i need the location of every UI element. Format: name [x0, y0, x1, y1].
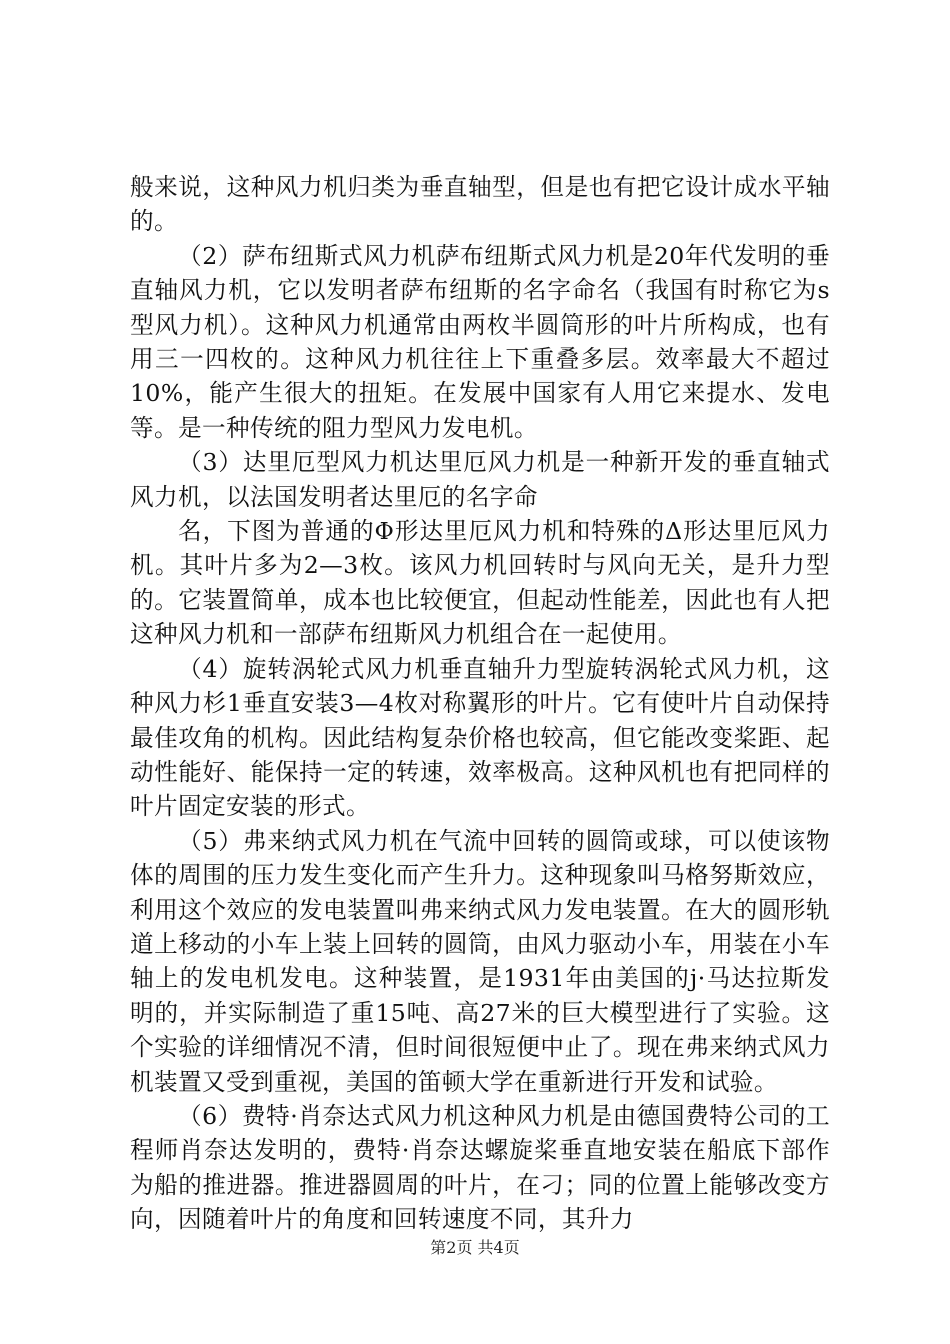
- page-footer: 第2页 共4页: [430, 1238, 520, 1257]
- paragraph-continuation: 般来说，这种风力机归类为垂直轴型，但是也有把它设计成水平轴的。: [130, 173, 830, 236]
- paragraph-voith-schneider: （6）费特·肖奈达式风力机这种风力机是由德国费特公司的工程师肖奈达发明的，费特·肖奈达螺旋桨垂直地安装在船底下部作为船的推进器。推进器圆周的叶片，在刁；同的位置上能够改变方向，因随着叶片的角度和回转速度不同，其升力: [130, 1101, 830, 1234]
- paragraph-darrieus-detail: 名，下图为普通的Φ形达里厄风力机和特殊的Δ形达里厄风力机。其叶片多为2—3枚。该风力机回转时与风向无关，是升力型的。它装置简单，成本也比较便宜，但起动性能差，因此也有人把这种风力机和一部萨布纽斯风力机组合在一起使用。: [130, 517, 830, 649]
- paragraph-darrieus-intro: （3）达里厄型风力机达里厄风力机是一种新开发的垂直轴式风力机，以法国发明者达里厄的名字命: [130, 448, 830, 511]
- paragraph-flettner: （5）弗来纳式风力机在气流中回转的圆筒或球，可以使该物体的周围的压力发生变化而产生升力。这种现象叫马格努斯效应，利用这个效应的发电装置叫弗来纳式风力发电装置。在大的圆形轨道上移动的小车上装上回转的圆筒，由风力驱动小车，用装在小车轴上的发电机发电。这种装置，是1931年由美国的j·马达拉斯发明的，并实际制造了重15吨、高27米的巨大模型进行了实验。这个实验的详细情况不清，但时间很短便中止了。现在弗来纳式风力机装置又受到重视，美国的笛顿大学在重新进行开发和试验。: [130, 826, 830, 1096]
- paragraph-savonius: （2）萨布纽斯式风力机萨布纽斯式风力机是20年代发明的垂直轴风力机，它以发明者萨布纽斯的名字命名（我国有时称它为s型风力机）。这种风力机通常由两枚半圆筒形的叶片所构成，也有用三一四枚的。这种风力机往往上下重叠多层。效率最大不超过10%，能产生很大的扭矩。在发展中国家有人用它来提水、发电等。是一种传统的阻力型风力发电机。: [130, 241, 830, 442]
- paragraph-turbine: （4）旋转涡轮式风力机垂直轴升力型旋转涡轮式风力机，这种风力杉1垂直安装3—4枚对称翼形的叶片。它有使叶片自动保持最佳攻角的机构。因此结构复杂价格也较高，但它能改变桨距、起动性能好、能保持一定的转速，效率极高。这种风机也有把同样的叶片固定安装的形式。: [130, 654, 830, 821]
- document-body: [130, 170, 830, 1237]
